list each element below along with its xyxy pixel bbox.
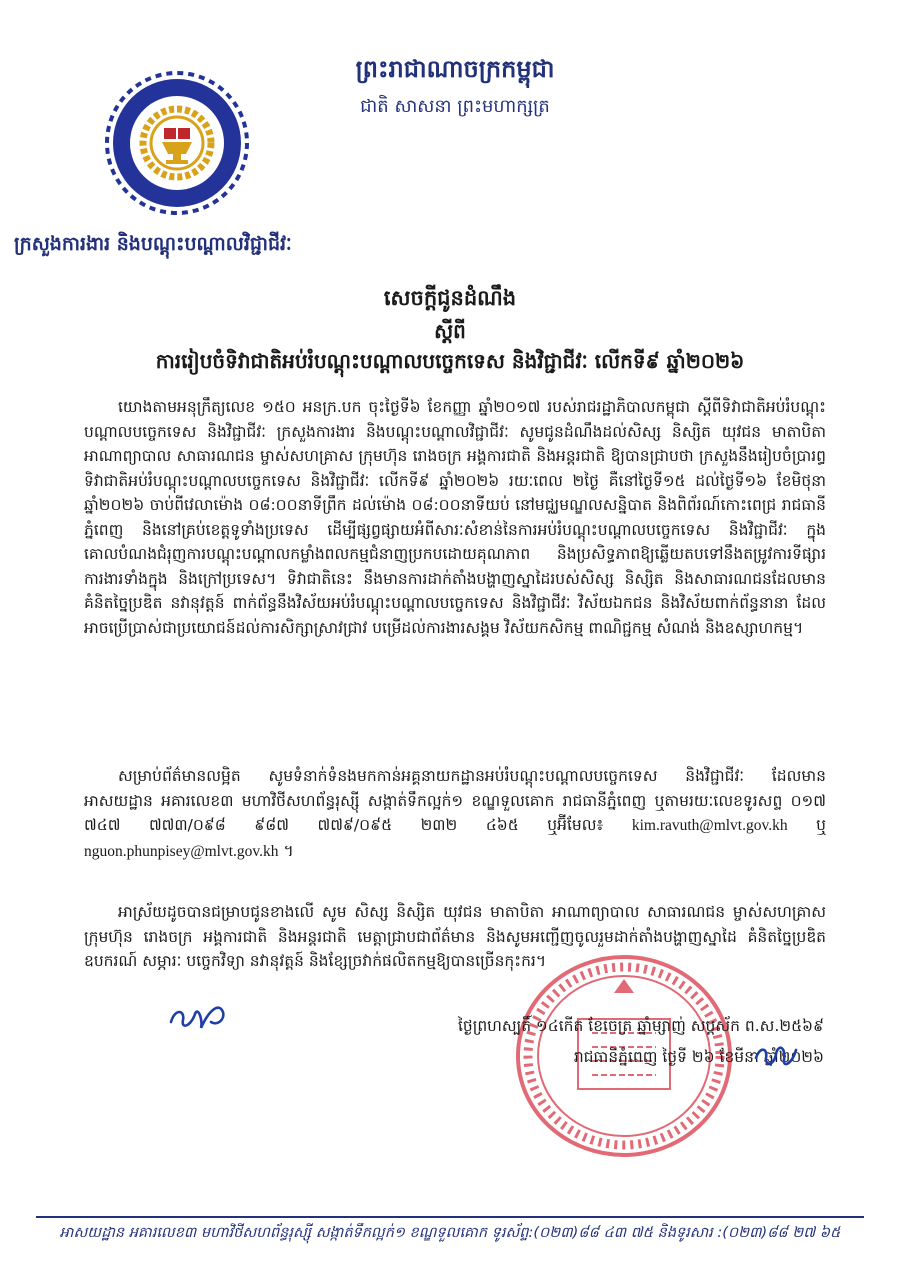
about-heading: ស្តីពី [434, 319, 466, 343]
footer-address: អាសយដ្ឋាន អគារលេខ៣ មហាវិថីសហព័ន្ធរុស្ស៊ី សង្កាត់ទឹកល្អក់១ ខណ្ឌទួលគោក ទូរស័ព្ទ:(០២៣)៨៨ ៤៣ ៧៥ និងទូរសារ :(០២៣)៨៨ ២៧ ៦៥ [59, 1225, 841, 1241]
subject-heading: ការរៀបចំទិវាជាតិអប់រំបណ្តុះបណ្តាលបច្ចេកទេស និងវិជ្ជាជីវៈ លើកទី៩ ឆ្នាំ២០២៦ [155, 349, 745, 373]
ministry-name: ក្រសួងការងារ និងបណ្តុះបណ្តាលវិជ្ជាជីវៈ [14, 233, 292, 255]
body-paragraph-3: អាស្រ័យដូចបានជម្រាបជូនខាងលើ សូម សិស្ស និស្សិត យុវជន មាតាបិតា អាណាព្យាបាល សាធារណជន ម្ចាស់សហគ្រាស ក្រុមហ៊ុន រោងចក្រ អង្គការជាតិ និងអន្តរជាតិ មេត្តាជ្រាបជាព័ត៌មាន និងសូមអញ្ជើញចូលរួមដាក់តាំងបង្ហាញស្នាដៃ គំនិតច្នៃប្រឌិតឧបករណ៍ សម្ភារៈ បច្ចេកវិទ្យា នវានុវត្តន៍ និងខ្សែច្រវាក់ផលិតកម្មឱ្យបានច្រើនកុះករ។ [84, 903, 826, 970]
lunar-date: ថ្ងៃព្រហស្បតិ៍ ១៤កើត ខែចេត្រ ឆ្នាំម្សាញ់ សប្តស័ក ព.ស.២៥៦៩ [457, 1017, 824, 1035]
kingdom-title: ព្រះរាជាណាចក្រកម្ពុជា [355, 55, 555, 83]
document-type-heading: សេចក្តីជូនដំណឹង [383, 286, 517, 310]
ministry-logo [104, 70, 250, 216]
body-paragraph-2 [84, 764, 826, 864]
handwritten-initials [165, 990, 235, 1040]
email-link-1[interactable]: kim.ravuth@mlvt.gov.kh [631, 817, 788, 834]
solar-date: រាជធានីភ្នំពេញ ថ្ងៃទី ២៦ ខែមីនា ឆ្នាំ២០២៦ [573, 1048, 824, 1066]
kingdom-motto: ជាតិ សាសនា ព្រះមហាក្សត្រ [360, 96, 550, 117]
or-text: ឬ [816, 816, 826, 834]
paragraph-end: ។ [283, 841, 294, 860]
email-link-2[interactable]: nguon.phunpisey@mlvt.gov.kh [84, 842, 279, 860]
contact-text: សម្រាប់ព័ត៌មានលម្អិត សូមទំនាក់ទំនងមកកាន់អគ្គនាយកដ្ឋានអប់រំបណ្តុះបណ្តាលបច្ចេកទេស និងវិជ្ជាជីវៈ ដែលមានអាសយដ្ឋាន អគារលេខ៣ មហាវិថីសហព័ន្ធរុស្ស៊ី សង្កាត់ទឹកល្អក់១ ខណ្ឌទួលគោក រាជធានីភ្នំពេញ ឬតាមរយៈលេខទូរសព្ទ ០១៧ ៧៤៧ ៧៧៣/០៩៨ ៩៨៧ ៧៧៩/០៩៥ ២៣២ ៤៦៥ ឬអ៊ីមែល៖ [84, 767, 826, 834]
footer-divider [36, 1216, 864, 1218]
handwritten-signature [752, 1038, 802, 1072]
body-paragraph-1: យោងតាមអនុក្រឹត្យលេខ ១៥០ អនក្រ.បក ចុះថ្ងៃទី៦ ខែកញ្ញា ឆ្នាំ២០១៧ របស់រាជរដ្ឋាភិបាលកម្ពុជា ស្តីពីទិវាជាតិអប់រំបណ្តុះបណ្តាលបច្ចេកទេស និងវិជ្ជាជីវៈ ក្រសួងការងារ និងបណ្តុះបណ្តាលវិជ្ជាជីវៈ សូមជូនដំណឹងដល់សិស្ស និស្សិត យុវជន មាតាបិតា អាណាព្យាបាល សាធារណជន ម្ចាស់សហគ្រាស ក្រុមហ៊ុន រោងចក្រ អង្គការជាតិ និងអន្តរជាតិ ឱ្យបានជ្រាបថា ក្រសួងនឹងរៀបចំប្រារព្ធទិវាជាតិអប់រំបណ្តុះបណ្តាលបច្ចេកទេស និងវិជ្ជាជីវៈ លើកទី៩ ឆ្នាំ២០២៦ រយៈពេល ២ថ្ងៃ គឺនៅថ្ងៃទី១៥ ដល់ថ្ងៃទី១៦ ខែមិថុនា ឆ្នាំ២០២៦ ចាប់ពីវេលាម៉ោង ០៨:០០នាទីព្រឹក ដល់ម៉ោង ០៨:០០នាទីយប់ នៅមជ្ឈមណ្ឌលសន្និបាត និងពិព័រណ៍កោះពេជ្រ រាជធានីភ្នំពេញ និងនៅគ្រប់ខេត្តទូទាំងប្រទេស ដើម្បីផ្សព្វផ្សាយអំពីសារៈសំខាន់នៃការអប់រំបណ្តុះបណ្តាលបច្ចេកទេស និងវិជ្ជាជីវៈ ក្នុងគោលបំណងជំរុញការបណ្តុះបណ្តាលកម្លាំងពលកម្មជំនាញប្រកបដោយគុណភាព និងប្រសិទ្ធភាពឱ្យឆ្លើយតបទៅនឹងតម្រូវការទីផ្សារការងារទាំងក្នុង និងក្រៅប្រទេស។ ទិវាជាតិនេះ នឹងមានការដាក់តាំងបង្ហាញស្នាដៃរបស់សិស្ស និស្សិត និងសាធារណជនដែលមានគំនិតច្នៃប្រឌិត នវានុវត្តន៍ ពាក់ព័ន្ធនឹងវិស័យអប់រំបណ្តុះបណ្តាលបច្ចេកទេស និងវិជ្ជាជីវៈ វិស័យឯកជន និងវិស័យពាក់ព័ន្ធនានា ដែលអាចប្រើប្រាស់ជាប្រយោជន៍ដល់ការសិក្សាស្រាវជ្រាវ បម្រើដល់ការងារសង្គម វិស័យកសិកម្ម ពាណិជ្ជកម្ម សំណង់ និងឧស្សាហកម្ម។ [84, 398, 826, 637]
